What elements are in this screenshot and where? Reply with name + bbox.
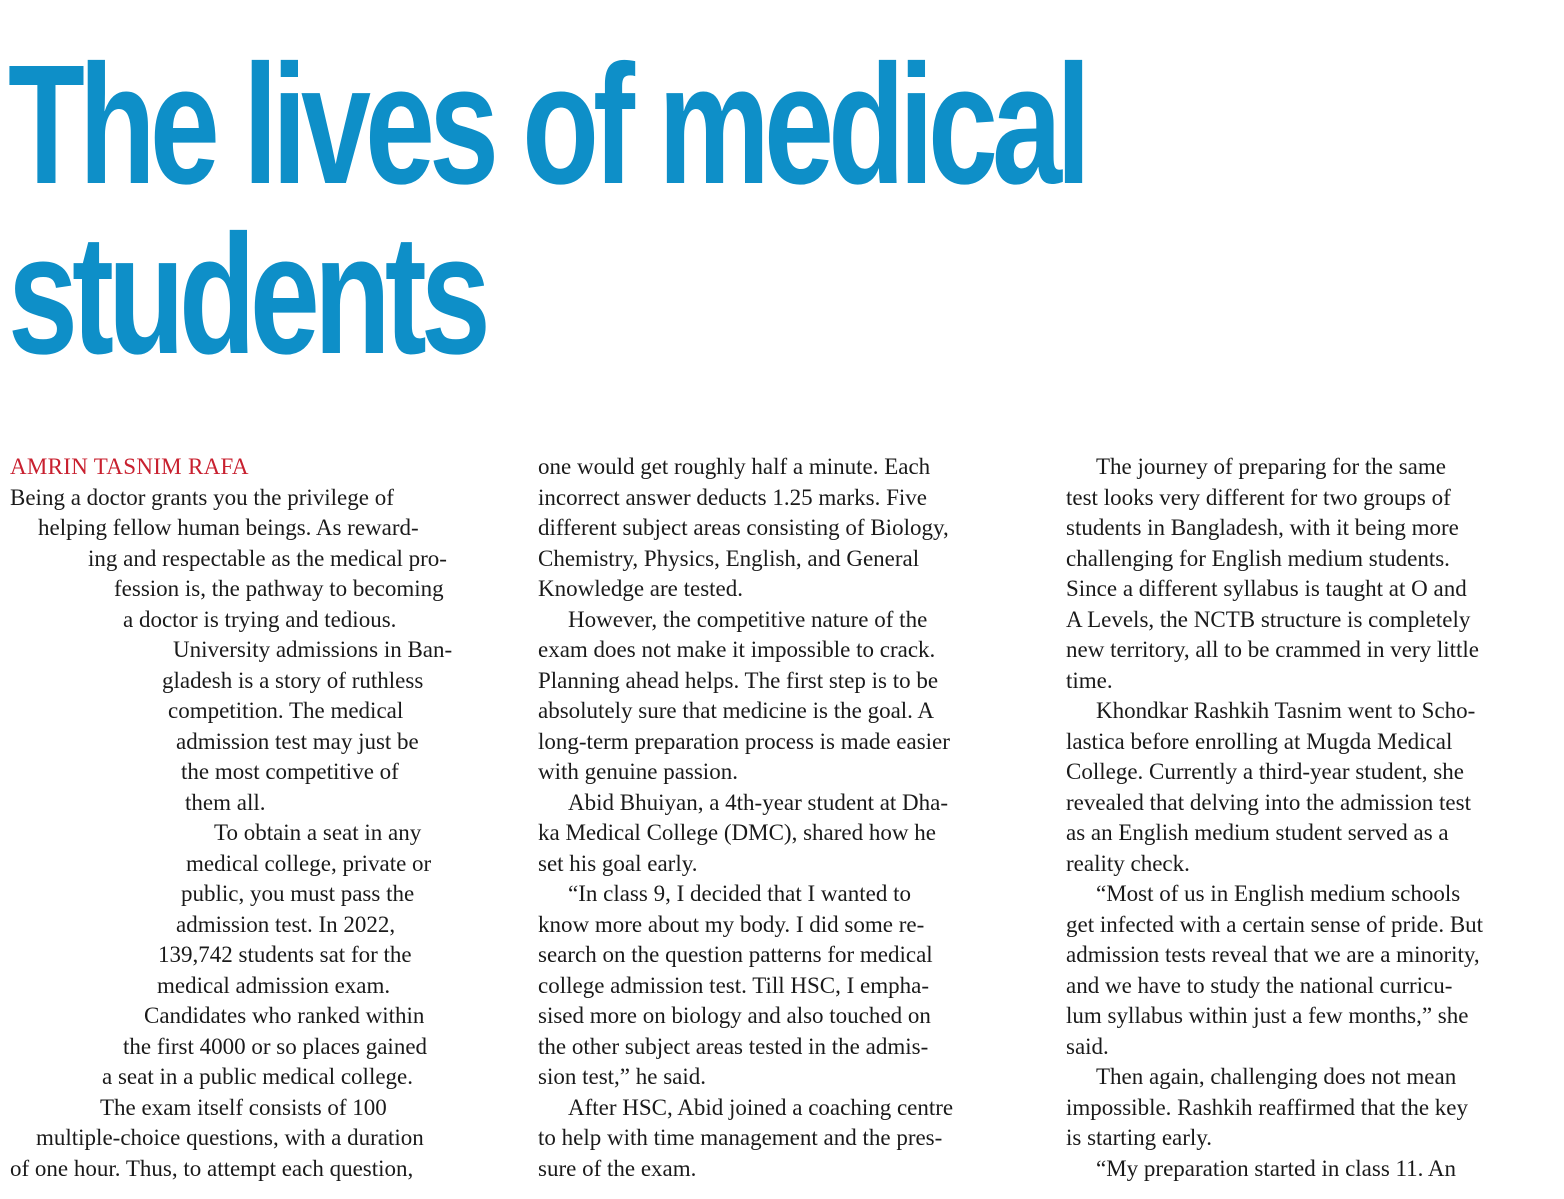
text-line: reality check. xyxy=(1066,850,1190,876)
column-1-text xyxy=(10,483,510,1185)
text-line: is starting early. xyxy=(1066,1125,1213,1150)
text-line: revealed that delving into the admission test xyxy=(1066,789,1471,815)
text-line: absolutely sure that medicine is the goal. A xyxy=(538,698,935,723)
text-line: sion test,” he said. xyxy=(538,1064,706,1089)
text-line: different subject areas consisting of Biology, xyxy=(538,515,949,540)
text-line: However, the competitive nature of the xyxy=(568,606,928,632)
text-line: Abid Bhuiyan, a 4th-year student at Dha- xyxy=(568,789,949,815)
text-line: time. xyxy=(1066,667,1113,693)
text-line: them all. xyxy=(185,789,266,815)
text-line: said. xyxy=(1066,1033,1109,1059)
text-line: as an English medium student served as a xyxy=(1066,820,1449,845)
text-line: Then again, challenging does not mean xyxy=(1096,1064,1457,1089)
headline-line-1: The lives of medical xyxy=(8,30,1086,220)
text-line: and we have to study the national curricu- xyxy=(1066,972,1453,998)
text-line: of one hour. Thus, to attempt each question, xyxy=(10,1155,414,1181)
text-line: competition. The medical xyxy=(168,698,404,723)
text-line: set his goal early. xyxy=(538,850,698,876)
text-line: with genuine passion. xyxy=(538,759,738,784)
text-line: “Most of us in English medium schools xyxy=(1096,881,1461,906)
text-line: Khondkar Rashkih Tasnim went to Scho- xyxy=(1096,698,1476,723)
text-line: the most competitive of xyxy=(181,759,399,784)
text-line: “My preparation started in class 11. An xyxy=(1096,1155,1457,1181)
text-line: search on the question patterns for medical xyxy=(538,942,933,967)
text-line: admission tests reveal that we are a minority, xyxy=(1066,942,1480,967)
text-line: 139,742 students sat for the xyxy=(158,942,412,967)
text-line: exam does not make it impossible to crack. xyxy=(538,637,936,662)
article-column-2 xyxy=(538,452,1028,1184)
article-column-1 xyxy=(10,452,510,1184)
text-line: medical college, private or xyxy=(186,850,432,876)
text-line: students in Bangladesh, with it being more xyxy=(1066,515,1459,540)
text-line: one would get roughly half a minute. Each xyxy=(538,454,931,479)
text-line: Knowledge are tested. xyxy=(538,576,744,601)
article-column-3 xyxy=(1066,452,1556,1184)
text-line: long-term preparation process is made easier xyxy=(538,728,950,754)
text-line: to help with time management and the pres- xyxy=(538,1125,943,1150)
text-line: helping fellow human beings. As reward- xyxy=(38,515,419,540)
text-line: admission test may just be xyxy=(176,728,419,754)
text-line: The journey of preparing for the same xyxy=(1096,454,1446,479)
text-line: college admission test. Till HSC, I empha- xyxy=(538,972,929,998)
text-line: College. Currently a third-year student, she xyxy=(1066,759,1464,784)
text-line: A Levels, the NCTB structure is completely xyxy=(1066,606,1471,632)
text-line: challenging for English medium students. xyxy=(1066,545,1450,571)
text-line: ing and respectable as the medical pro- xyxy=(88,545,447,571)
text-line: get infected with a certain sense of pride. But xyxy=(1066,911,1484,937)
text-line: admission test. In 2022, xyxy=(176,911,396,937)
headline-line-2: students xyxy=(8,200,485,390)
text-line: the other subject areas tested in the admis- xyxy=(538,1033,929,1059)
text-line: Candidates who ranked within xyxy=(144,1003,425,1028)
text-line: University admissions in Ban- xyxy=(173,637,453,662)
text-line: medical admission exam. xyxy=(157,972,391,998)
text-line: a doctor is trying and tedious. xyxy=(123,606,397,632)
text-line: fession is, the pathway to becoming xyxy=(114,576,444,601)
text-line: multiple-choice questions, with a duration xyxy=(36,1125,424,1150)
text-line: the first 4000 or so places gained xyxy=(123,1033,428,1059)
text-line: sised more on biology and also touched on xyxy=(538,1003,931,1028)
headline xyxy=(8,30,1086,390)
text-line: know more about my body. I did some re- xyxy=(538,911,925,937)
text-line: new territory, all to be crammed in very little xyxy=(1066,637,1480,662)
text-line: Since a different syllabus is taught at O and xyxy=(1066,576,1467,601)
text-line: “In class 9, I decided that I wanted to xyxy=(568,881,911,906)
text-line: gladesh is a story of ruthless xyxy=(162,667,424,693)
text-line: To obtain a seat in any xyxy=(214,820,422,845)
text-line: incorrect answer deducts 1.25 marks. Five xyxy=(538,484,927,510)
text-line: test looks very different for two groups of xyxy=(1066,484,1451,510)
text-line: lum syllabus within just a few months,” she xyxy=(1066,1003,1469,1028)
text-line: Being a doctor grants you the privilege of xyxy=(10,484,394,510)
text-line: a seat in a public medical college. xyxy=(102,1064,414,1089)
text-line: After HSC, Abid joined a coaching centre xyxy=(568,1094,954,1120)
text-line: sure of the exam. xyxy=(538,1155,697,1181)
text-line: lastica before enrolling at Mugda Medical xyxy=(1066,728,1453,754)
text-line: The exam itself consists of 100 xyxy=(100,1094,387,1120)
text-line: impossible. Rashkih reaffirmed that the key xyxy=(1066,1094,1468,1120)
text-line: Planning ahead helps. The first step is to be xyxy=(538,667,939,693)
text-line: public, you must pass the xyxy=(181,881,415,906)
byline: AMRIN TASNIM RAFA xyxy=(10,454,249,479)
text-line: ka Medical College (DMC), shared how he xyxy=(538,820,936,845)
text-line: Chemistry, Physics, English, and General xyxy=(538,545,920,571)
